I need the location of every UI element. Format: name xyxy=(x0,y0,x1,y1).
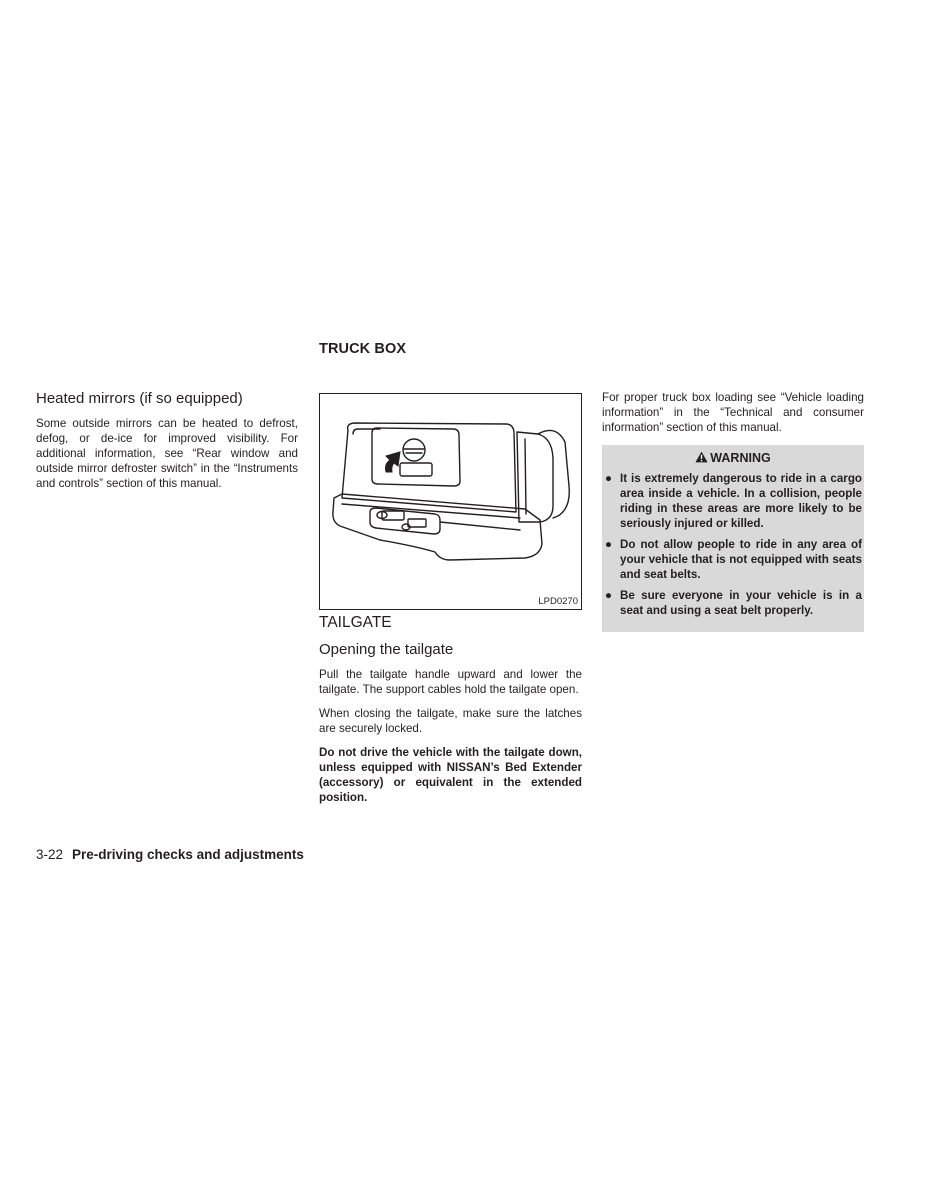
chapter-title: Pre-driving checks and adjustments xyxy=(72,847,304,862)
heated-mirrors-body: Some outside mirrors can be heated to defrost, defog, or de-ice for improved visibility. For additional information, see “Rear window and outside mirror defroster switch” in the “Instruments and controls” section of this manual. xyxy=(36,417,298,490)
tailgate-heading: TAILGATE xyxy=(319,614,392,631)
bullet-icon: ● xyxy=(605,589,613,602)
warning-item xyxy=(602,537,864,582)
opening-tailgate-heading: Opening the tailgate xyxy=(319,641,454,658)
page-number: 3-22 xyxy=(36,847,64,862)
right-column xyxy=(602,390,864,444)
warning-box xyxy=(602,445,864,632)
truck-box-intro: For proper truck box loading see “Vehicle loading information” in the “Technical and consumer information” section of this manual. xyxy=(602,391,864,434)
warning-item-text: It is extremely dangerous to ride in a cargo area inside a vehicle. In a collision, people riding in these areas are more likely to be seriously injured or killed. xyxy=(620,472,862,530)
heated-mirrors-heading: Heated mirrors (if so equipped) xyxy=(36,390,243,407)
tailgate-figure xyxy=(319,393,582,610)
left-column xyxy=(36,390,298,500)
warning-item xyxy=(602,471,864,531)
warning-item-text: Be sure everyone in your vehicle is in a seat and using a seat belt properly. xyxy=(620,589,862,617)
tailgate-para-2: When closing the tailgate, make sure the latches are securely locked. xyxy=(319,707,582,735)
bullet-icon: ● xyxy=(605,472,613,485)
warning-item-text: Do not allow people to ride in any area of your vehicle that is not equipped with seats and seat belts. xyxy=(620,538,862,581)
section-heading: TRUCK BOX xyxy=(319,341,407,357)
tailgate-illustration xyxy=(320,394,581,594)
page-footer xyxy=(36,847,304,862)
bullet-icon: ● xyxy=(605,538,613,551)
tailgate-para-1: Pull the tailgate handle upward and lower the tailgate. The support cables hold the tailgate open. xyxy=(319,668,582,696)
lift-arrow-icon xyxy=(386,452,401,472)
tailgate-para-3: Do not drive the vehicle with the tailgate down, unless equipped with NISSAN’s Bed Extender (accessory) or equivalent in the extended position. xyxy=(319,746,582,804)
warning-title-row xyxy=(602,445,864,467)
warning-list xyxy=(602,467,864,618)
warning-triangle-icon xyxy=(695,451,708,463)
middle-column xyxy=(319,614,582,814)
warning-title: WARNING xyxy=(710,451,771,465)
warning-item xyxy=(602,588,864,618)
figure-label: LPD0270 xyxy=(538,596,578,607)
